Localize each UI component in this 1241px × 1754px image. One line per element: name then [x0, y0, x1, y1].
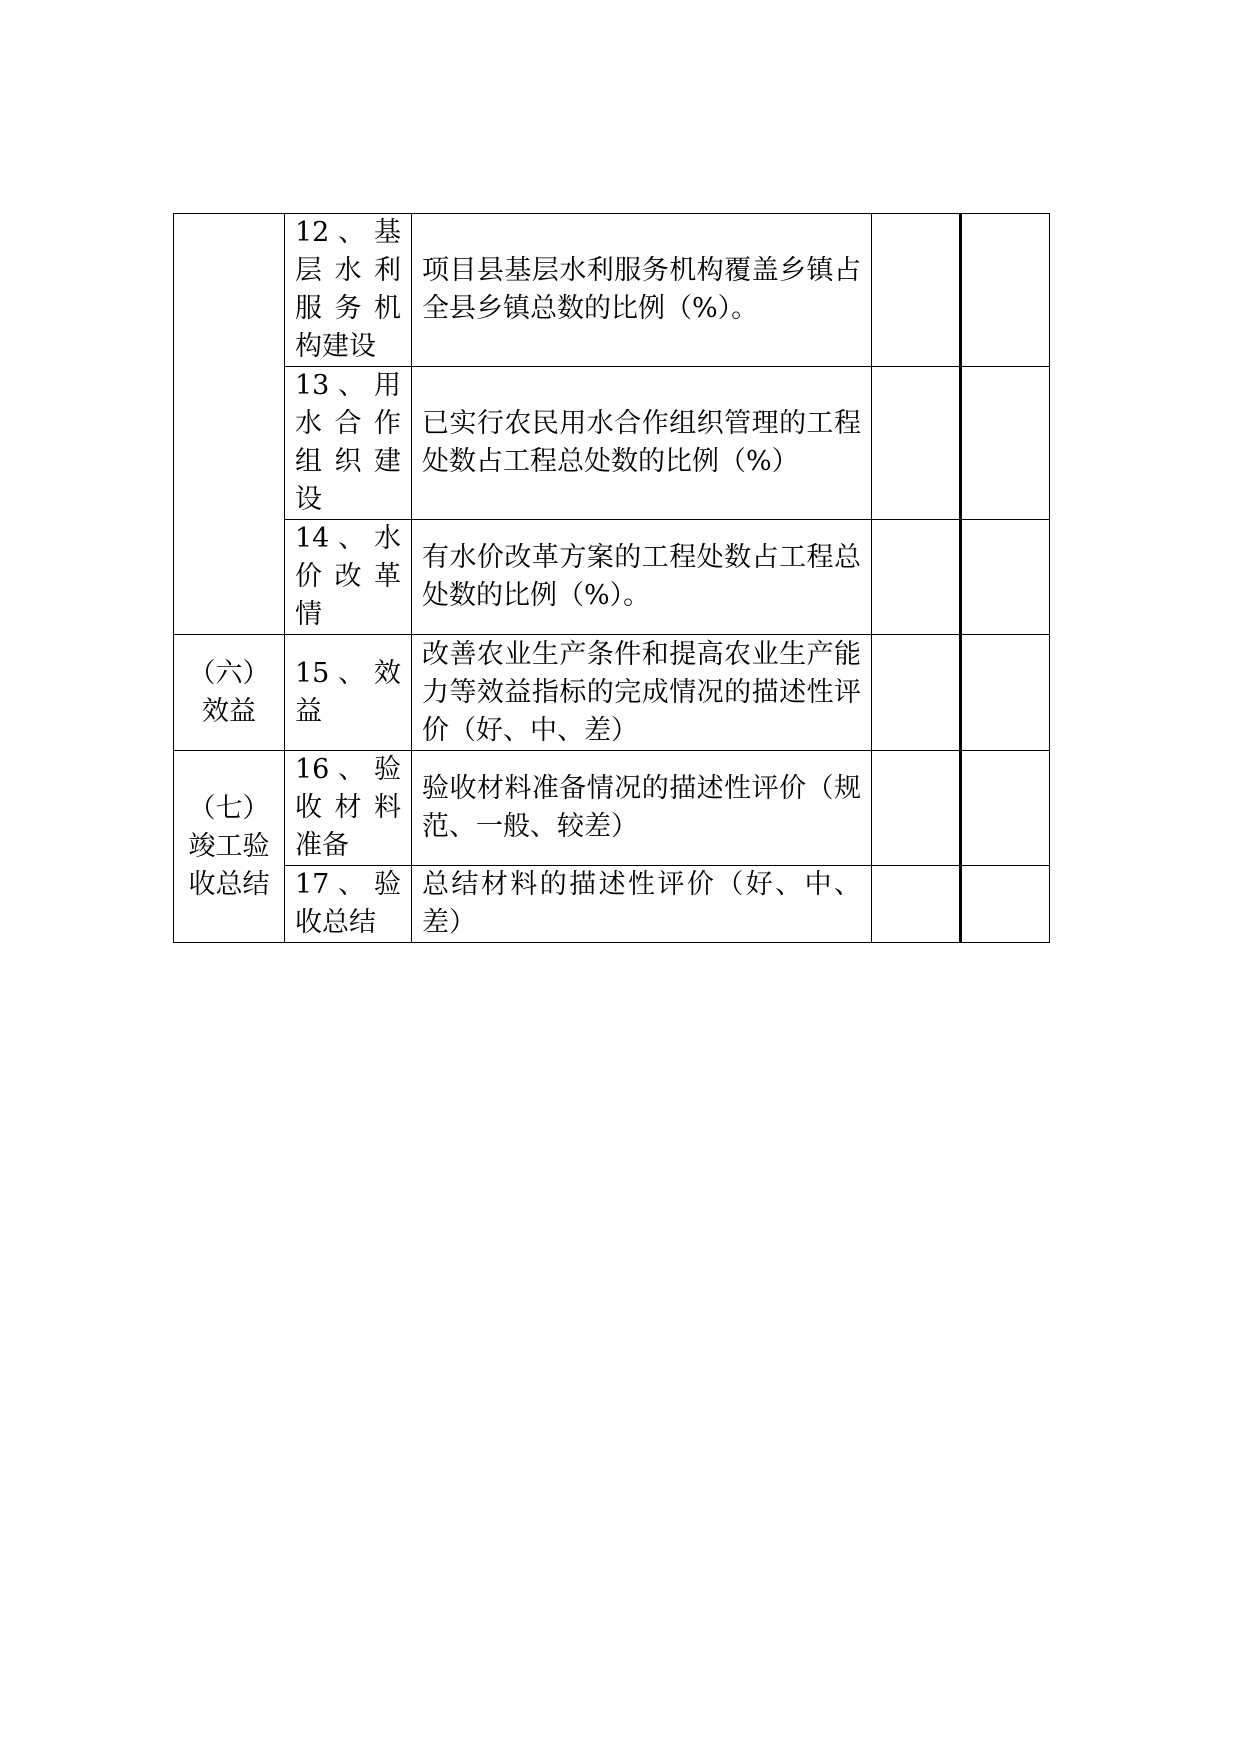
category-cell: （七）竣工验收总结	[174, 751, 285, 943]
criterion-cell: 改善农业生产条件和提高农业生产能力等效益指标的完成情况的描述性评价（好、中、差）	[412, 635, 872, 751]
evaluation-table	[173, 213, 1050, 943]
score-cell	[872, 751, 961, 866]
item-cell: 14、水价改革情	[285, 520, 412, 635]
table-row	[174, 866, 1050, 943]
remark-cell	[961, 214, 1050, 367]
remark-cell	[961, 367, 1050, 520]
table-row	[174, 635, 1050, 751]
item-cell: 17、验收总结	[285, 866, 412, 943]
remark-cell	[961, 520, 1050, 635]
score-cell	[872, 214, 961, 367]
score-cell	[872, 635, 961, 751]
score-cell	[872, 367, 961, 520]
criterion-cell: 验收材料准备情况的描述性评价（规范、一般、较差）	[412, 751, 872, 866]
remark-cell	[961, 751, 1050, 866]
item-cell: 16、验收材料准备	[285, 751, 412, 866]
table-row	[174, 214, 1050, 367]
item-cell: 12、基层水利服务机构建设	[285, 214, 412, 367]
remark-cell	[961, 866, 1050, 943]
category-cell: （六）效益	[174, 635, 285, 751]
score-cell	[872, 866, 961, 943]
criterion-cell: 已实行农民用水合作组织管理的工程处数占工程总处数的比例（%）	[412, 367, 872, 520]
category-cell	[174, 214, 285, 635]
criterion-cell: 有水价改革方案的工程处数占工程总处数的比例（%）。	[412, 520, 872, 635]
table-row	[174, 520, 1050, 635]
criterion-cell: 项目县基层水利服务机构覆盖乡镇占全县乡镇总数的比例（%）。	[412, 214, 872, 367]
table-row	[174, 367, 1050, 520]
remark-cell	[961, 635, 1050, 751]
item-cell: 15、效益	[285, 635, 412, 751]
table-row	[174, 751, 1050, 866]
item-cell: 13、用水合作组织建设	[285, 367, 412, 520]
score-cell	[872, 520, 961, 635]
criterion-cell: 总结材料的描述性评价（好、中、差）	[412, 866, 872, 943]
